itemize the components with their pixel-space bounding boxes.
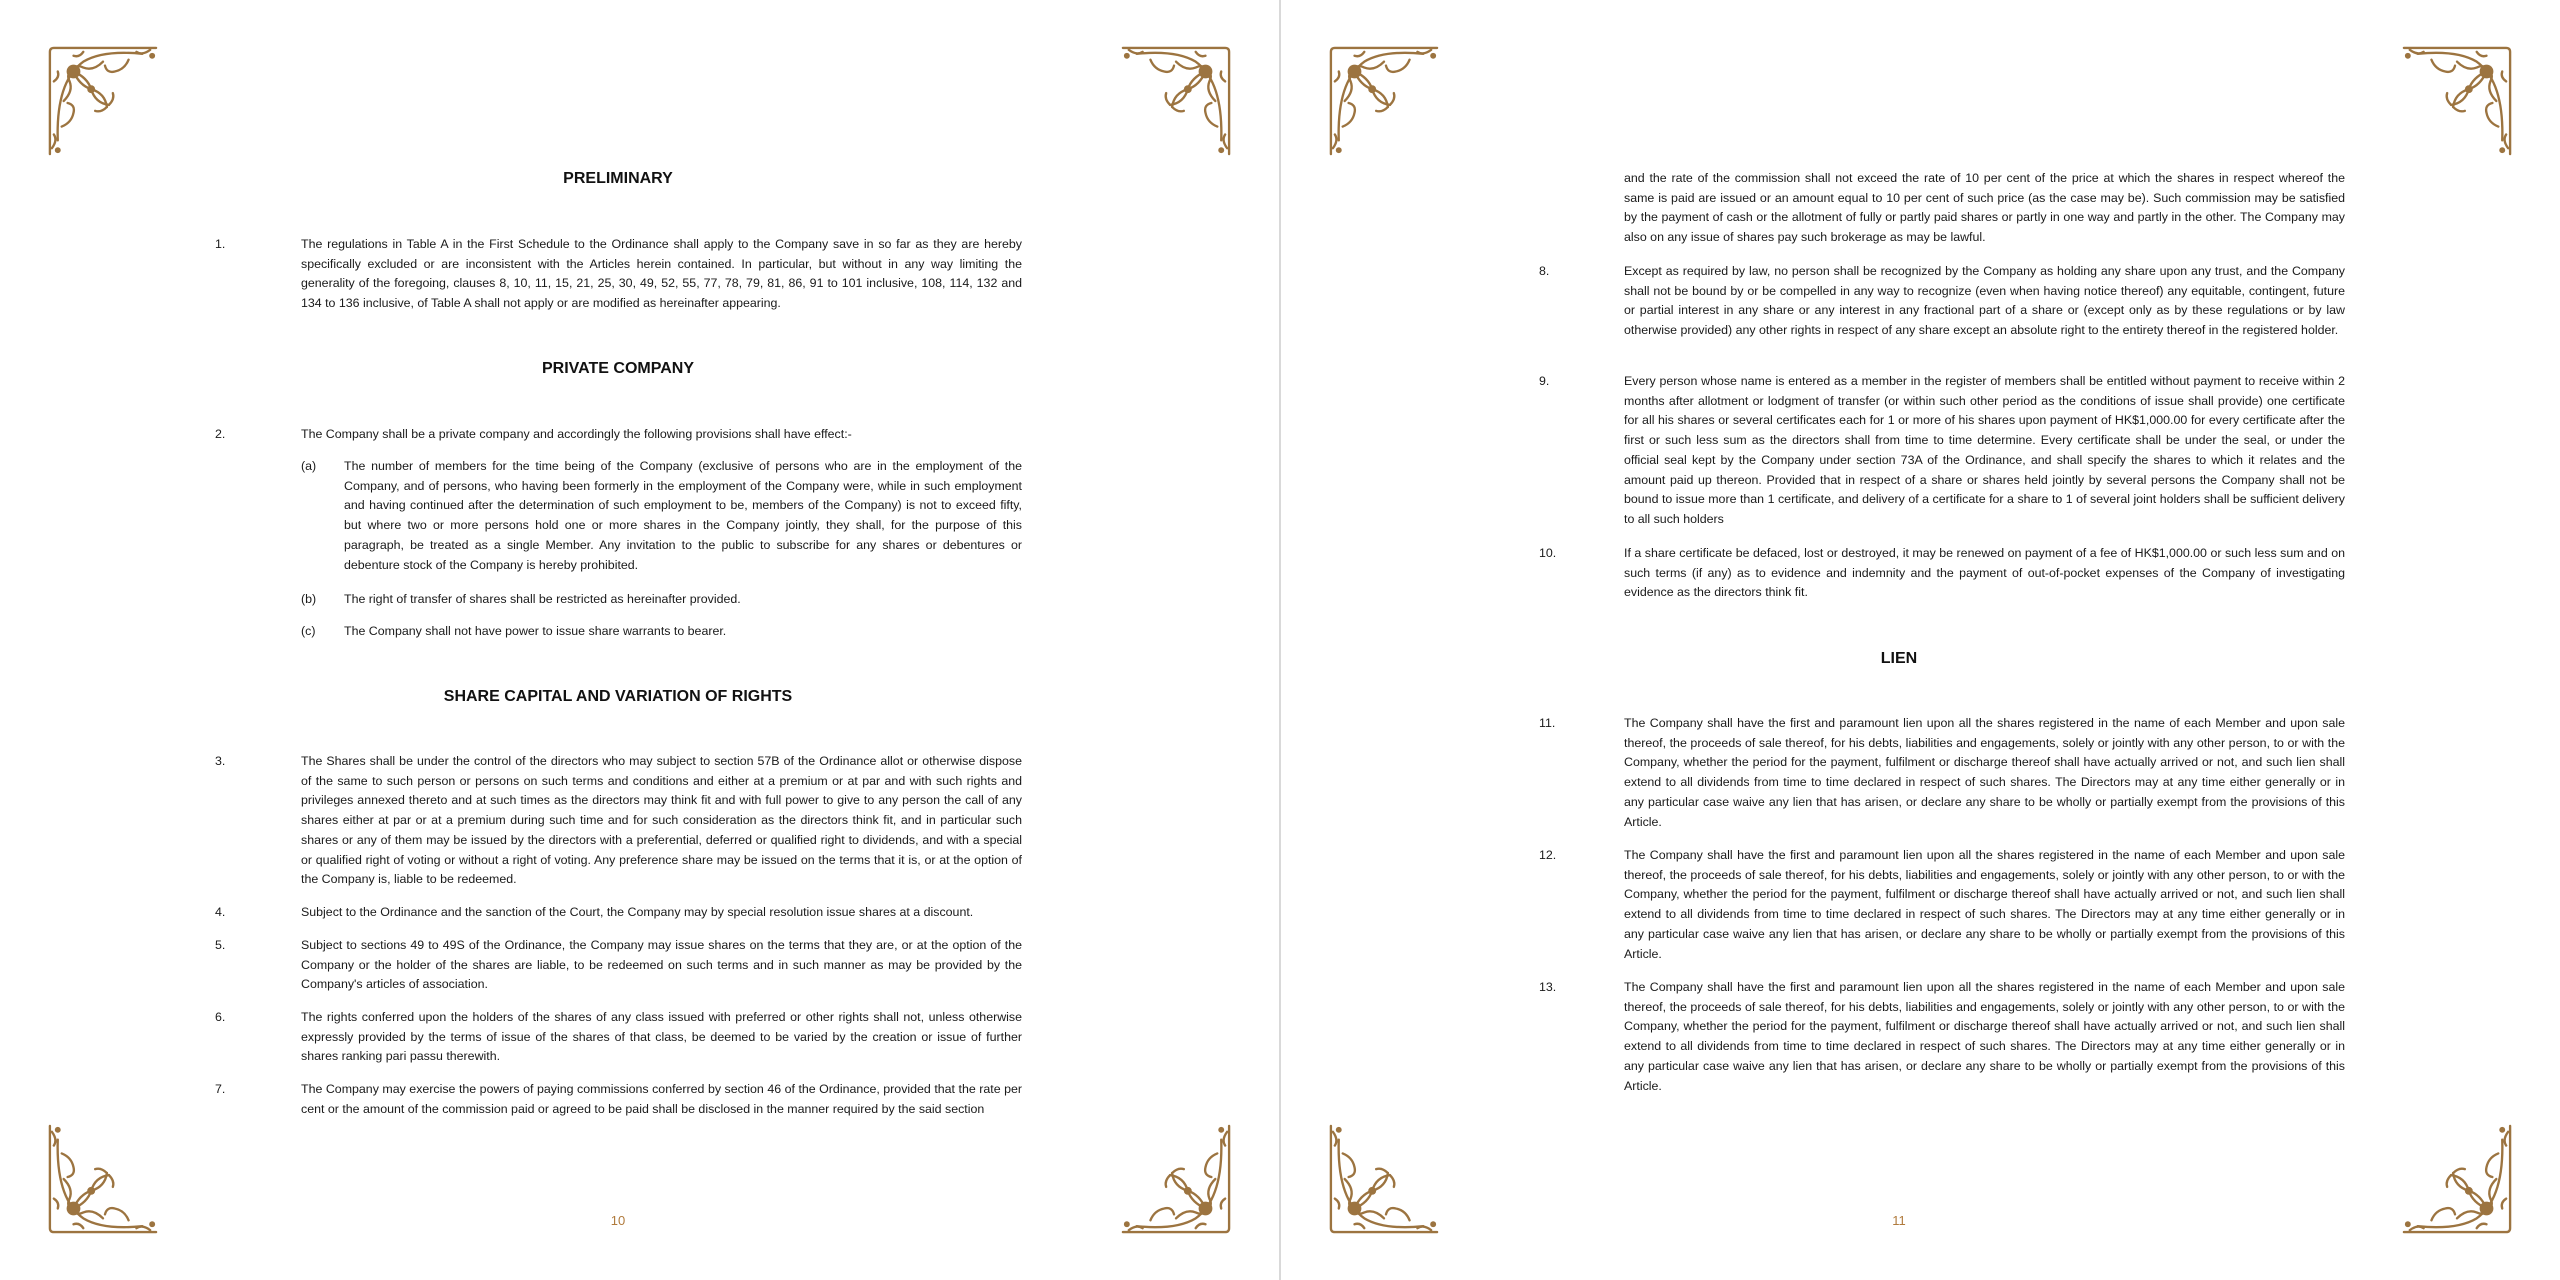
subclause-label: (a) bbox=[301, 459, 317, 473]
clause-text: The regulations in Table A in the First Schedule to the Ordinance shall apply to the Company save in so far as they are hereby specifically excluded or are inconsistent with the Articles herein contained. In particular, but without in any way limiting the generality of the foregoing, clauses 8, 10, 11, 15, 21, 25, 30, 49, 52, 55, 77, 78, 79, 81, 86, 91 to 101 inclusive, 108, 114, 132 and 134 to 136 inclusive, of Table A shall not apply or are modified as hereinafter appearing. bbox=[301, 237, 1022, 311]
corner-ornament-icon bbox=[1325, 42, 1443, 160]
clause-number: 12. bbox=[1539, 848, 1557, 862]
clause-number: 5. bbox=[215, 938, 226, 952]
clause-text: If a share certificate be defaced, lost or destroyed, it may be renewed on payment of a fee of HK$1,000.00 or such less sum and on such terms (if any) as to evidence and indemnity and the payment of out-of-pocket expenses of the Company of investigating evidence as the directors think fit. bbox=[1624, 546, 2345, 600]
clause-number: 11. bbox=[1539, 716, 1556, 730]
page-number: 10 bbox=[610, 1213, 626, 1228]
subclause-text: The Company shall not have power to issue share warrants to bearer. bbox=[344, 624, 727, 638]
heading-lien: LIEN bbox=[1880, 650, 1918, 667]
subclause-label: (b) bbox=[301, 592, 317, 606]
subclause-text: The number of members for the time being of the Company (exclusive of persons who are in the employment of the Company, and of persons, who having been formerly in the employment of the Company were, while in such employment and having continued after the determination of such employment to be, members of the Company) is not to exceed fifty, but where two or more persons hold one or more shares in the Company jointly, they shall, for the purpose of this paragraph, be treated as a single Member. Any invitation to the public to subscribe for any shares or debentures or debenture stock of the Company is hereby prohibited. bbox=[344, 459, 1022, 572]
clause-text: The rights conferred upon the holders of the shares of any class issued with preferred or other rights shall not, unless otherwise expressly provided by the terms of issue of the shares of that class, be deemed to be varied by the creation or issue of further shares ranking pari passu therewith. bbox=[301, 1010, 1022, 1064]
clause-text: The Company may exercise the powers of paying commissions conferred by section 46 of the Ordinance, provided that the rate per cent or the amount of the commission paid or agreed to be paid shall be disclosed in the manner required by the said section bbox=[301, 1082, 1022, 1116]
clause-text: Every person whose name is entered as a member in the register of members shall be entitled without payment to receive within 2 months after allotment or lodgment of transfer (or within such other period as the conditions of issue shall provide) one certificate for all his shares or several certificates each for 1 or more of his shares upon payment of HK$1,000.00 for every certificate after the first or such less sum as the directors shall from time to time determine. Every certificate shall be under the seal, or under the official seal kept by the Company under section 73A of the Ordinance, and shall specify the shares to which it relates and the amount paid up thereon. Provided that in respect of a share or shares held jointly by several persons the Company shall not be bound to issue more than 1 certificate, and delivery of a certificate for a share to 1 of several joint holders shall be sufficient delivery to all such holders bbox=[1624, 374, 2345, 526]
clause-text: Except as required by law, no person shall be recognized by the Company as holding any share upon any trust, and the Company shall not be bound by or be compelled in any way to recognize (even when having notice thereof) any equitable, contingent, future or partial interest in any share or any interest in any fractional part of a share or (except only as by these regulations or by law otherwise provided) any other rights in respect of any share except an absolute right to the entirety thereof in the registered holder. bbox=[1624, 264, 2345, 338]
heading-preliminary: PRELIMINARY bbox=[563, 170, 673, 187]
continuation-text: and the rate of the commission shall not exceed the rate of 10 per cent of the price at which the shares in respect whereof the same is paid are issued or an amount equal to 10 per cent of such price (as the case may be). Such commission may be satisfied by the payment of cash or the allotment of fully or partly paid shares or partly in one way and partly in the other. The Company may also on any issue of shares pay such brokerage as may be lawful. bbox=[1624, 171, 2345, 245]
clause-text: Subject to the Ordinance and the sanction of the Court, the Company may by special resolution issue shares at a discount. bbox=[301, 905, 974, 919]
clause-text: The Company shall be a private company and accordingly the following provisions shall have effect:- bbox=[301, 427, 852, 441]
corner-ornament-icon bbox=[44, 42, 162, 160]
clause-number: 3. bbox=[215, 754, 226, 768]
clause-number: 2. bbox=[215, 427, 226, 441]
clause-text: The Company shall have the first and paramount lien upon all the shares registered in the name of each Member and upon sale thereof, the proceeds of sale thereof, for his debts, liabilities and engagements, solely or jointly with any other person, to or with the Company, whether the period for the payment, fulfilment or discharge thereof shall have actually arrived or not, and such lien shall extend to all dividends from time to time declared in respect of such shares. The Directors may at any time either generally or in any particular case waive any lien that has arisen, or declare any share to be wholly or partially exempt from the provisions of this Article. bbox=[1624, 980, 2345, 1093]
clause-number: 7. bbox=[215, 1082, 226, 1096]
clause-number: 6. bbox=[215, 1010, 226, 1024]
heading-share-capital: SHARE CAPITAL AND VARIATION OF RIGHTS bbox=[443, 688, 793, 705]
subclause-label: (c) bbox=[301, 624, 316, 638]
clause-number: 1. bbox=[215, 237, 226, 251]
clause-number: 9. bbox=[1539, 374, 1550, 388]
clause-text: The Company shall have the first and paramount lien upon all the shares registered in the name of each Member and upon sale thereof, the proceeds of sale thereof, for his debts, liabilities and engagements, solely or jointly with any other person, to or with the Company, whether the period for the payment, fulfilment or discharge thereof shall have actually arrived or not, and such lien shall extend to all dividends from time to time declared in respect of such shares. The Directors may at any time either generally or in any particular case waive any lien that has arisen, or declare any share to be wholly or partially exempt from the provisions of this Article. bbox=[1624, 716, 2345, 829]
corner-ornament-icon bbox=[2398, 42, 2516, 160]
subclause-text: The right of transfer of shares shall be restricted as hereinafter provided. bbox=[344, 592, 741, 606]
page-right bbox=[1281, 0, 2560, 1280]
clause-number: 4. bbox=[215, 905, 226, 919]
heading-private-company: PRIVATE COMPANY bbox=[541, 360, 694, 377]
page-left bbox=[0, 0, 1279, 1280]
clause-text: The Company shall have the first and paramount lien upon all the shares registered in the name of each Member and upon sale thereof, the proceeds of sale thereof, for his debts, liabilities and engagements, solely or jointly with any other person, to or with the Company, whether the period for the payment, fulfilment or discharge thereof shall have actually arrived or not, and such lien shall extend to all dividends from time to time declared in respect of such shares. The Directors may at any time either generally or in any particular case waive any lien that has arisen, or declare any share to be wholly or partially exempt from the provisions of this Article. bbox=[1624, 848, 2345, 961]
clause-number: 13. bbox=[1539, 980, 1557, 994]
clause-text: Subject to sections 49 to 49S of the Ordinance, the Company may issue shares on the terms that they are, or at the option of the Company or the holder of the shares are liable, to be redeemed on such terms and in such manner as may be provided by the Company's articles of association. bbox=[301, 938, 1022, 992]
corner-ornament-icon bbox=[1117, 42, 1235, 160]
page-number: 11 bbox=[1892, 1213, 1906, 1228]
clause-number: 8. bbox=[1539, 264, 1550, 278]
clause-text: The Shares shall be under the control of the directors who may subject to section 57B of the Ordinance allot or otherwise dispose of the same to such person or persons on such terms and conditions and either at a premium or at par and with such rights and privileges annexed thereto and at such times as the directors may think fit and with full power to give to any person the call of any shares either at par or at a premium during such time and for such consideration as the directors think fit, and in particular such shares or any of them may be issued by the directors with a preferential, deferred or qualified right to dividends, and with a special or qualified right of voting or without a right of voting. Any preference share may be issued on the terms that it is, or at the option of the Company is, liable to be redeemed. bbox=[301, 754, 1022, 887]
clause-number: 10. bbox=[1539, 546, 1557, 560]
